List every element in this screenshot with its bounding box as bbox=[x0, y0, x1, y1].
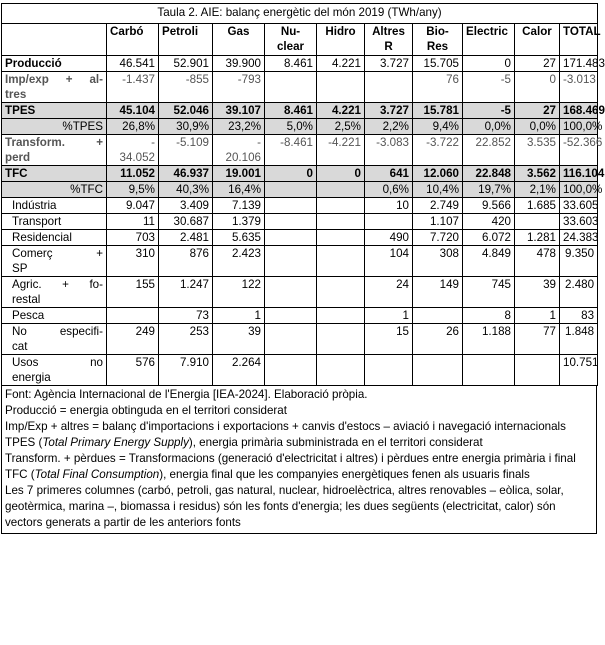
cell-industria-total: 33.605 bbox=[560, 198, 598, 214]
cell-tfc-total: 116.104 bbox=[560, 166, 598, 182]
cell-pesca-hidro bbox=[317, 308, 365, 324]
cell-tfc-gas: 19.001 bbox=[213, 166, 265, 182]
notes-box bbox=[1, 386, 597, 534]
cell-transport-altres bbox=[365, 214, 413, 230]
cell-transport-electric: 420 bbox=[463, 214, 515, 230]
cell-tpes-gas: 39.107 bbox=[213, 103, 265, 119]
label-no-especificat bbox=[2, 324, 107, 355]
header-nuclear-line2: clear bbox=[276, 40, 305, 53]
cell-industria-hidro bbox=[317, 198, 365, 214]
header-nuclear bbox=[265, 24, 317, 56]
cell-usos-calor bbox=[515, 355, 560, 386]
cell-no-esp-hidro bbox=[317, 324, 365, 355]
cell-transform-nuclear: -8.461 bbox=[265, 135, 317, 166]
cell-no-esp-gas: 39 bbox=[213, 324, 265, 355]
header-bio-line2: Res bbox=[426, 40, 449, 53]
cell-transform-gas bbox=[213, 135, 265, 166]
cell-impexp-total: -3.013 bbox=[560, 72, 598, 103]
cell-tpes-bio: 15.781 bbox=[413, 103, 463, 119]
cell-transform-total: -52.366 bbox=[560, 135, 598, 166]
row-impexp bbox=[2, 72, 598, 103]
cell-residencial-calor: 1.281 bbox=[515, 230, 560, 246]
cell-impexp-gas: -793 bbox=[213, 72, 265, 103]
cell-residencial-gas: 5.635 bbox=[213, 230, 265, 246]
label-no-especificat-line1: No especifi- bbox=[12, 325, 103, 338]
cell-agric-petroli: 1.247 bbox=[159, 277, 213, 308]
table-title: Taula 2. AIE: balanç energètic del món 2019 (TWh/any) bbox=[2, 4, 598, 24]
cell-transport-carbo: 11 bbox=[107, 214, 159, 230]
cell-no-esp-altres: 15 bbox=[365, 324, 413, 355]
label-usos-line2: energia bbox=[12, 371, 51, 384]
cell-pct-tpes-total: 100,0% bbox=[560, 119, 598, 135]
cell-pct-tfc-nuclear bbox=[265, 182, 317, 198]
label-pct-tpes: %TPES bbox=[2, 119, 107, 135]
header-row bbox=[2, 24, 598, 56]
cell-tfc-hidro: 0 bbox=[317, 166, 365, 182]
cell-tfc-altres: 641 bbox=[365, 166, 413, 182]
cell-industria-nuclear bbox=[265, 198, 317, 214]
note-columns: Les 7 primeres columnes (carbó, petroli, gas natural, nuclear, hidroelèctrica, altres renovables – eòlica, solar, geotèrmica, marina –, biomassa i residus) són les fonts d'energia; les dues següents (electricitat, calor) són vectors generats a partir de les anteriors fonts bbox=[5, 484, 564, 529]
cell-comerc-electric: 4.849 bbox=[463, 246, 515, 277]
cell-tpes-electric: -5 bbox=[463, 103, 515, 119]
row-pesca bbox=[2, 308, 598, 324]
cell-no-esp-petroli: 253 bbox=[159, 324, 213, 355]
cell-impexp-altres bbox=[365, 72, 413, 103]
cell-produccio-hidro: 4.221 bbox=[317, 56, 365, 72]
cell-agric-nuclear bbox=[265, 277, 317, 308]
label-transform-line2: perd bbox=[5, 151, 31, 164]
header-carbo: Carbó bbox=[107, 24, 159, 56]
cell-pct-tpes-petroli: 30,9% bbox=[159, 119, 213, 135]
cell-produccio-total: 171.483 bbox=[560, 56, 598, 72]
cell-no-esp-bio: 26 bbox=[413, 324, 463, 355]
cell-industria-electric: 9.566 bbox=[463, 198, 515, 214]
cell-tfc-calor: 3.562 bbox=[515, 166, 560, 182]
cell-transport-calor bbox=[515, 214, 560, 230]
cell-transform-altres: -3.083 bbox=[365, 135, 413, 166]
cell-tpes-calor: 27 bbox=[515, 103, 560, 119]
cell-tpes-total: 168.469 bbox=[560, 103, 598, 119]
cell-produccio-nuclear: 8.461 bbox=[265, 56, 317, 72]
cell-transport-nuclear bbox=[265, 214, 317, 230]
cell-industria-petroli: 3.409 bbox=[159, 198, 213, 214]
cell-transport-gas: 1.379 bbox=[213, 214, 265, 230]
cell-produccio-electric: 0 bbox=[463, 56, 515, 72]
cell-industria-carbo: 9.047 bbox=[107, 198, 159, 214]
label-comerc-line2: SP bbox=[12, 262, 28, 275]
row-residencial bbox=[2, 230, 598, 246]
cell-impexp-petroli: -855 bbox=[159, 72, 213, 103]
cell-usos-petroli: 7.910 bbox=[159, 355, 213, 386]
table-title-row bbox=[2, 4, 598, 24]
table-notes bbox=[1, 386, 597, 534]
cell-produccio-altres: 3.727 bbox=[365, 56, 413, 72]
header-nuclear-line1: Nu- bbox=[280, 25, 301, 38]
cell-transform-electric: 22.852 bbox=[463, 135, 515, 166]
row-pct-tfc bbox=[2, 182, 598, 198]
cell-comerc-gas: 2.423 bbox=[213, 246, 265, 277]
energy-balance-table bbox=[1, 3, 605, 386]
note-source: Font: Agència Internacional de l'Energia [IEA-2024]. Elaboració pròpia. bbox=[5, 388, 368, 401]
cell-residencial-total: 24.383 bbox=[560, 230, 598, 246]
note-impexp: Imp/Exp + altres = balanç d'importacions i exportacions + canvis d'estocs – aviació i navegació internacionals bbox=[5, 420, 566, 433]
cell-agric-hidro bbox=[317, 277, 365, 308]
cell-pct-tfc-hidro bbox=[317, 182, 365, 198]
note-tpes-suffix: ), energia primària subministrada en el territori considerat bbox=[188, 436, 483, 449]
header-bio-line1: Bio- bbox=[426, 25, 449, 38]
cell-comerc-carbo: 310 bbox=[107, 246, 159, 277]
header-bio bbox=[413, 24, 463, 56]
cell-impexp-carbo: -1.437 bbox=[107, 72, 159, 103]
cell-agric-gas: 122 bbox=[213, 277, 265, 308]
label-tpes: TPES bbox=[2, 103, 107, 119]
cell-no-esp-carbo: 249 bbox=[107, 324, 159, 355]
cell-transform-bio: -3.722 bbox=[413, 135, 463, 166]
cell-usos-hidro bbox=[317, 355, 365, 386]
cell-pct-tfc-electric: 19,7% bbox=[463, 182, 515, 198]
cell-tpes-carbo: 45.104 bbox=[107, 103, 159, 119]
cell-impexp-calor: 0 bbox=[515, 72, 560, 103]
label-usos-line1: Usos no bbox=[12, 356, 103, 369]
header-gas: Gas bbox=[213, 24, 265, 56]
cell-pct-tfc-gas: 16,4% bbox=[213, 182, 265, 198]
header-blank bbox=[2, 24, 107, 56]
cell-transform-calor: 3.535 bbox=[515, 135, 560, 166]
cell-transport-petroli: 30.687 bbox=[159, 214, 213, 230]
cell-impexp-hidro bbox=[317, 72, 365, 103]
label-comerc-line1: Comerç + bbox=[12, 247, 103, 260]
cell-impexp-bio: 76 bbox=[413, 72, 463, 103]
cell-residencial-carbo: 703 bbox=[107, 230, 159, 246]
row-tpes bbox=[2, 103, 598, 119]
cell-agric-bio: 149 bbox=[413, 277, 463, 308]
cell-industria-bio: 2.749 bbox=[413, 198, 463, 214]
cell-transport-hidro bbox=[317, 214, 365, 230]
cell-transform-carbo bbox=[107, 135, 159, 166]
cell-produccio-gas: 39.900 bbox=[213, 56, 265, 72]
cell-pesca-gas: 1 bbox=[213, 308, 265, 324]
cell-no-esp-electric: 1.188 bbox=[463, 324, 515, 355]
cell-pct-tfc-calor: 2,1% bbox=[515, 182, 560, 198]
row-transform bbox=[2, 135, 598, 166]
cell-tfc-carbo: 11.052 bbox=[107, 166, 159, 182]
label-pesca: Pesca bbox=[2, 308, 107, 324]
cell-usos-carbo: 576 bbox=[107, 355, 159, 386]
label-transport: Transport bbox=[2, 214, 107, 230]
cell-pesca-calor: 1 bbox=[515, 308, 560, 324]
note-tfc-italic: Total Final Consumption bbox=[34, 468, 160, 481]
cell-pct-tfc-altres: 0,6% bbox=[365, 182, 413, 198]
cell-pesca-electric: 8 bbox=[463, 308, 515, 324]
cell-pct-tpes-bio: 9,4% bbox=[413, 119, 463, 135]
cell-comerc-petroli: 876 bbox=[159, 246, 213, 277]
cell-pesca-altres: 1 bbox=[365, 308, 413, 324]
energy-balance-sheet bbox=[1, 3, 605, 534]
cell-impexp-nuclear bbox=[265, 72, 317, 103]
cell-pct-tpes-calor: 0,0% bbox=[515, 119, 560, 135]
cell-transform-petroli: -5.109 bbox=[159, 135, 213, 166]
cell-industria-altres: 10 bbox=[365, 198, 413, 214]
cell-pesca-total: 83 bbox=[560, 308, 598, 324]
label-impexp-line1: Imp/exp + al- bbox=[5, 73, 103, 86]
cell-transform-carbo-line2: 34.052 bbox=[119, 151, 155, 164]
cell-pct-tpes-gas: 23,2% bbox=[213, 119, 265, 135]
cell-tfc-bio: 12.060 bbox=[413, 166, 463, 182]
note-tpes-italic: Total Primary Energy Supply bbox=[42, 436, 189, 449]
cell-usos-electric bbox=[463, 355, 515, 386]
label-transform bbox=[2, 135, 107, 166]
row-comerc bbox=[2, 246, 598, 277]
cell-produccio-petroli: 52.901 bbox=[159, 56, 213, 72]
cell-usos-gas: 2.264 bbox=[213, 355, 265, 386]
cell-transform-gas-line2: 20.106 bbox=[225, 151, 261, 164]
cell-comerc-altres: 104 bbox=[365, 246, 413, 277]
cell-transport-total: 33.603 bbox=[560, 214, 598, 230]
cell-pesca-petroli: 73 bbox=[159, 308, 213, 324]
cell-comerc-total: 9.350 bbox=[560, 246, 598, 277]
cell-agric-electric: 745 bbox=[463, 277, 515, 308]
row-agric bbox=[2, 277, 598, 308]
cell-pct-tfc-bio: 10,4% bbox=[413, 182, 463, 198]
cell-residencial-hidro bbox=[317, 230, 365, 246]
header-total: TOTAL bbox=[560, 24, 598, 56]
cell-transform-carbo-line1: - bbox=[151, 136, 155, 149]
cell-transform-gas-line1: - bbox=[257, 136, 261, 149]
cell-tfc-petroli: 46.937 bbox=[159, 166, 213, 182]
label-usos-no-energia bbox=[2, 355, 107, 386]
cell-agric-carbo: 155 bbox=[107, 277, 159, 308]
cell-transform-hidro: -4.221 bbox=[317, 135, 365, 166]
note-tfc-prefix: TFC ( bbox=[5, 468, 35, 481]
cell-agric-calor: 39 bbox=[515, 277, 560, 308]
label-impexp bbox=[2, 72, 107, 103]
cell-pesca-nuclear bbox=[265, 308, 317, 324]
cell-residencial-petroli: 2.481 bbox=[159, 230, 213, 246]
label-tfc: TFC bbox=[2, 166, 107, 182]
cell-comerc-bio: 308 bbox=[413, 246, 463, 277]
cell-tfc-nuclear: 0 bbox=[265, 166, 317, 182]
header-electric: Electric bbox=[463, 24, 515, 56]
cell-tfc-electric: 22.848 bbox=[463, 166, 515, 182]
header-hidro: Hidro bbox=[317, 24, 365, 56]
cell-pct-tfc-carbo: 9,5% bbox=[107, 182, 159, 198]
header-calor: Calor bbox=[515, 24, 560, 56]
row-produccio bbox=[2, 56, 598, 72]
header-altres-line1: Altres bbox=[372, 25, 405, 38]
label-transform-line1: Transform. + bbox=[5, 136, 103, 149]
row-industria bbox=[2, 198, 598, 214]
cell-produccio-bio: 15.705 bbox=[413, 56, 463, 72]
cell-no-esp-calor: 77 bbox=[515, 324, 560, 355]
row-tfc bbox=[2, 166, 598, 182]
cell-produccio-carbo: 46.541 bbox=[107, 56, 159, 72]
row-no-especificat bbox=[2, 324, 598, 355]
label-agric-line2: restal bbox=[12, 293, 41, 306]
note-tfc bbox=[2, 467, 596, 483]
cell-pct-tfc-petroli: 40,3% bbox=[159, 182, 213, 198]
label-produccio: Producció bbox=[2, 56, 107, 72]
cell-transport-bio: 1.107 bbox=[413, 214, 463, 230]
label-impexp-line2: tres bbox=[5, 88, 27, 101]
cell-tpes-nuclear: 8.461 bbox=[265, 103, 317, 119]
cell-comerc-nuclear bbox=[265, 246, 317, 277]
cell-pct-tpes-altres: 2,2% bbox=[365, 119, 413, 135]
cell-pct-tfc-total: 100,0% bbox=[560, 182, 598, 198]
cell-residencial-electric: 6.072 bbox=[463, 230, 515, 246]
row-pct-tpes bbox=[2, 119, 598, 135]
cell-impexp-electric: -5 bbox=[463, 72, 515, 103]
cell-pct-tpes-hidro: 2,5% bbox=[317, 119, 365, 135]
note-tfc-suffix: ), energia final que les companyies energètiques fenen als usuaris finals bbox=[159, 468, 530, 481]
note-tpes-prefix: TPES ( bbox=[5, 436, 43, 449]
header-altres bbox=[365, 24, 413, 56]
label-comerc bbox=[2, 246, 107, 277]
cell-no-esp-total: 1.848 bbox=[560, 324, 598, 355]
label-pct-tfc: %TFC bbox=[2, 182, 107, 198]
note-transform: Transform. + pèrdues = Transformacions (generació d'electricitat i altres) i pèrdues entre energia primària i final bbox=[5, 452, 576, 465]
cell-comerc-calor: 478 bbox=[515, 246, 560, 277]
cell-residencial-altres: 490 bbox=[365, 230, 413, 246]
note-produccio: Producció = energia obtinguda en el territori considerat bbox=[5, 404, 287, 417]
cell-pct-tpes-electric: 0,0% bbox=[463, 119, 515, 135]
cell-pct-tpes-carbo: 26,8% bbox=[107, 119, 159, 135]
cell-agric-altres: 24 bbox=[365, 277, 413, 308]
label-agric bbox=[2, 277, 107, 308]
label-no-especificat-line2: cat bbox=[12, 340, 28, 353]
header-petroli: Petroli bbox=[159, 24, 213, 56]
cell-usos-bio bbox=[413, 355, 463, 386]
cell-pesca-bio bbox=[413, 308, 463, 324]
cell-residencial-bio: 7.720 bbox=[413, 230, 463, 246]
cell-tpes-altres: 3.727 bbox=[365, 103, 413, 119]
note-tpes bbox=[2, 435, 596, 451]
cell-pct-tpes-nuclear: 5,0% bbox=[265, 119, 317, 135]
cell-comerc-hidro bbox=[317, 246, 365, 277]
cell-no-esp-nuclear bbox=[265, 324, 317, 355]
cell-agric-total: 2.480 bbox=[560, 277, 598, 308]
label-residencial: Residencial bbox=[2, 230, 107, 246]
label-agric-line1: Agric. + fo- bbox=[12, 278, 103, 291]
row-transport bbox=[2, 214, 598, 230]
cell-residencial-nuclear bbox=[265, 230, 317, 246]
label-industria: Indústria bbox=[2, 198, 107, 214]
row-usos-no-energia bbox=[2, 355, 598, 386]
cell-industria-calor: 1.685 bbox=[515, 198, 560, 214]
cell-produccio-calor: 27 bbox=[515, 56, 560, 72]
cell-tpes-hidro: 4.221 bbox=[317, 103, 365, 119]
cell-pesca-carbo bbox=[107, 308, 159, 324]
cell-usos-nuclear bbox=[265, 355, 317, 386]
cell-usos-altres bbox=[365, 355, 413, 386]
cell-tpes-petroli: 52.046 bbox=[159, 103, 213, 119]
header-altres-line2: R bbox=[384, 40, 393, 53]
cell-usos-total: 10.751 bbox=[560, 355, 598, 386]
cell-industria-gas: 7.139 bbox=[213, 198, 265, 214]
